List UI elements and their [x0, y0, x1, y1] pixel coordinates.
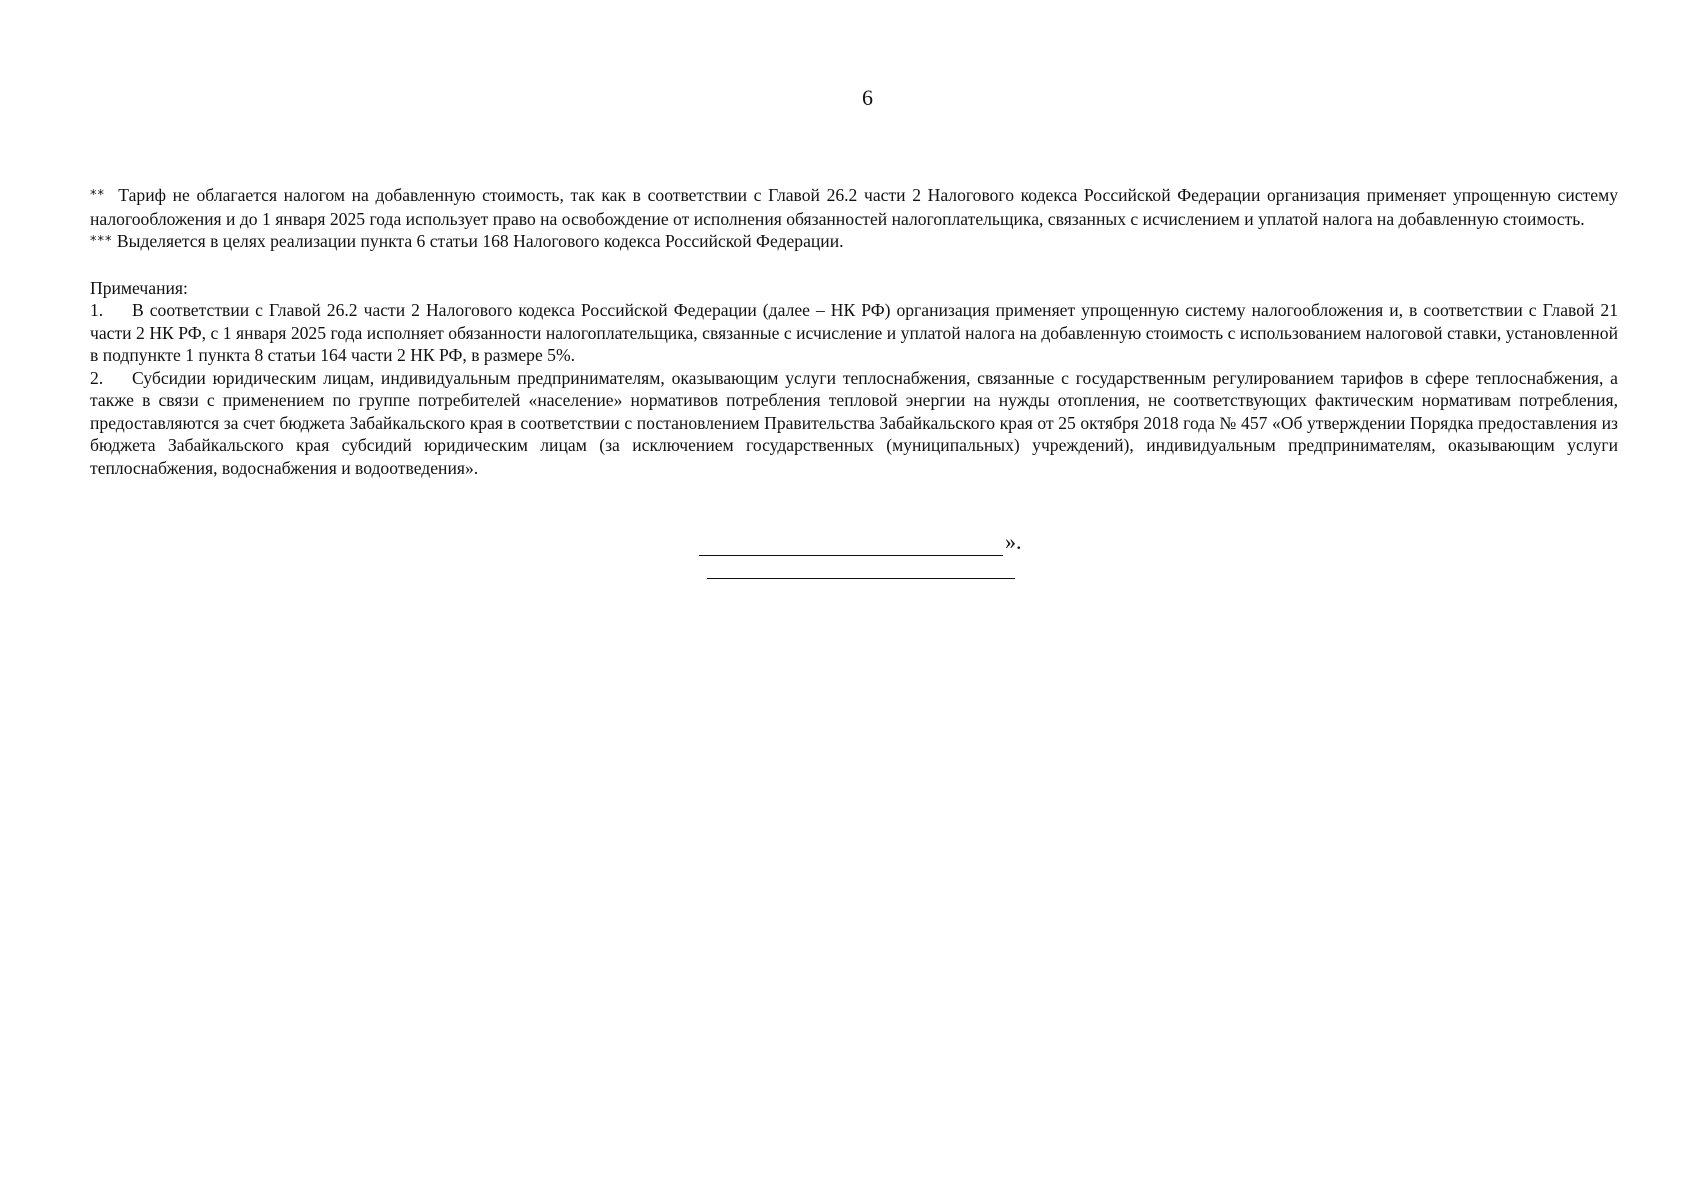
note-item-1: [90, 299, 1618, 367]
footnote-double-star: [90, 184, 1618, 230]
closing-rule-lower: [707, 578, 1015, 579]
page-number: 6: [862, 85, 873, 110]
closing-lines: [695, 530, 1025, 580]
note-item-2: [90, 367, 1618, 480]
footnote-text: Тариф не облагается налогом на добавленную стоимость, так как в соответствии с Главой 26.2 части 2 Налогового кодекса Российской Федерации организация применяет упрощенную систему налогообложения и до 1 января 2025 года использует право на освобождение от исполнения обязанностей налогоплательщика, связанных с исчислением и уплатой налога на добавленную стоимость.: [90, 185, 1619, 229]
footnote-marker: ***: [90, 234, 113, 249]
closing-rule: [699, 555, 1003, 556]
footnote-text: Выделяется в целях реализации пункта 6 статьи 168 Налогового кодекса Российской Федерации.: [116, 231, 844, 251]
notes-title: Примечания:: [90, 277, 188, 298]
note-number: 2.: [90, 367, 104, 388]
note-number: 1.: [90, 300, 104, 320]
footnote-marker: **: [90, 188, 105, 203]
document-body: [90, 184, 1618, 479]
note-text: Субсидии юридическим лицам, индивидуальным предпринимателям, оказывающим услуги теплоснабжения, связанные с государственным регулированием тарифов в сфере теплоснабжения, а также в связи с применением по группе потребителей «население» нормативов потребления тепловой энергии на нужды отопления, не соответствующих фактическим нормативам потребления, предоставляются за счет бюджета Забайкальского края в соответствии с постановлением Правительства Забайкальского края от 25 октября 2018 года № 457 «Об утверждении Порядка предоставления из бюджета Забайкальского края субсидий юридическим лицам (за исключением государственных (муниципальных) учреждений), индивидуальным предпринимателям, оказывающим услуги теплоснабжения, водоснабжения и водоотведения».: [90, 367, 1618, 478]
closing-quote-mark: ».: [1005, 529, 1022, 554]
note-text: В соответствии с Главой 26.2 части 2 Налогового кодекса Российской Федерации (далее – НК РФ) организация применяет упрощенную систему налогообложения и, в соответствии с Главой 21 части 2 НК РФ, с 1 января 2025 года исполняет обязанности налогоплательщика, связанные с исчисление и уплатой налога на добавленную стоимость с использованием налоговой ставки, установленной в подпункте 1 пункта 8 статьи 164 части 2 НК РФ, в размере 5%.: [90, 300, 1618, 365]
footnote-triple-star: [90, 230, 1618, 254]
